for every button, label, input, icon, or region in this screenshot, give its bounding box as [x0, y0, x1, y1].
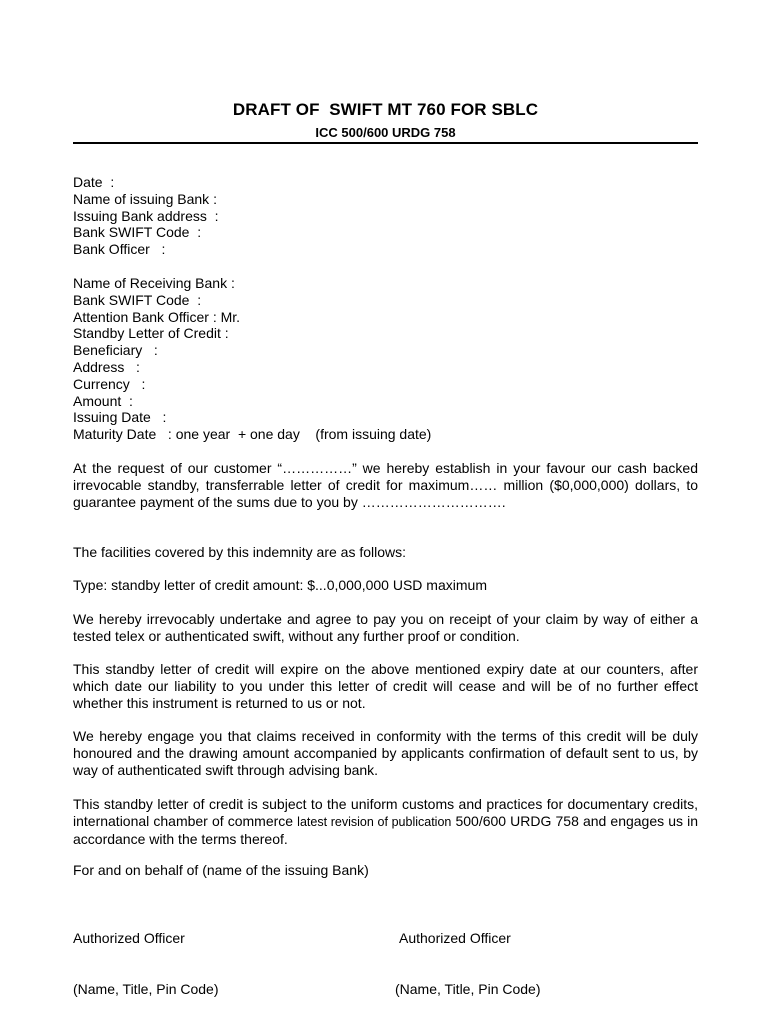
subject-text-a: This standby letter of credit is subject to the uniform customs and practices for documentary credits, international chamber of commerce	[73, 796, 698, 829]
signature-left	[73, 896, 219, 1032]
expiry-paragraph: This standby letter of credit will expire on the above mentioned expiry date at our counters, after which date our liability to you under this letter of credit will cease and will be of no further effect whether this instrument is returned to us or not.	[73, 661, 698, 711]
field-issuing-bank-name: Name of issuing Bank :	[73, 190, 217, 207]
field-issuing-date: Issuing Date :	[73, 409, 167, 426]
subject-paragraph	[73, 796, 698, 848]
document-title: DRAFT OF SWIFT MT 760 FOR SBLC	[232, 100, 539, 119]
receiving-bank-fields	[73, 275, 698, 443]
signature-right	[395, 896, 541, 1032]
field-standby-letter: Standby Letter of Credit :	[73, 325, 229, 342]
field-receiving-bank-name: Name of Receiving Bank :	[73, 275, 235, 291]
field-issuing-swift-code: Bank SWIFT Code :	[73, 224, 202, 241]
request-paragraph: At the request of our customer “……………” we hereby establish in your favour our cash backed irrevocable standby, transferrable letter of credit for maximum…… million ($0,000,000) dollars, to guarantee payment of the sums due to you by ………………………….	[73, 460, 698, 510]
undertake-paragraph: We hereby irrevocably undertake and agree to pay you on receipt of your claim by way of either a tested telex or authenticated swift, without any further proof or condition.	[73, 611, 698, 644]
field-bank-officer: Bank Officer :	[73, 241, 166, 258]
engage-paragraph: We hereby engage you that claims received in conformity with the terms of this credit will be duly honoured and the drawing amount accompanied by applicants confirmation of default sent to us, by way of authenticated swift through advising bank.	[73, 728, 698, 778]
document-subtitle: ICC 500/600 URDG 758	[315, 125, 456, 140]
type-paragraph: Type: standby letter of credit amount: $...0,000,000 USD maximum	[73, 577, 487, 593]
document-page	[73, 0, 698, 1024]
header-divider	[73, 142, 698, 144]
field-maturity-date: Maturity Date : one year + one day (from issuing date)	[73, 426, 432, 443]
left-officer-details: (Name, Title, Pin Code)	[73, 981, 219, 997]
subject-text-b: latest revision of publication	[297, 815, 452, 829]
facilities-paragraph: The facilities covered by this indemnity are as follows:	[73, 544, 407, 560]
issuing-bank-fields	[73, 174, 698, 258]
field-receiving-swift-code: Bank SWIFT Code :	[73, 291, 202, 308]
field-date: Date :	[73, 174, 115, 190]
behalf-paragraph: For and on behalf of (name of the issuing Bank)	[73, 862, 369, 878]
field-beneficiary: Beneficiary :	[73, 342, 158, 359]
right-officer-title: Authorized Officer	[399, 930, 511, 946]
field-attention-officer: Attention Bank Officer : Mr.	[73, 308, 241, 325]
field-amount: Amount :	[73, 392, 133, 409]
left-officer-title: Authorized Officer	[73, 930, 185, 946]
subject-text-c: 500/600 URDG 758 and engages us in accordance with the terms thereof.	[73, 813, 699, 847]
field-issuing-bank-address: Issuing Bank address :	[73, 207, 219, 224]
right-officer-details: (Name, Title, Pin Code)	[395, 981, 541, 997]
field-currency: Currency :	[73, 375, 146, 392]
field-address: Address :	[73, 358, 140, 375]
